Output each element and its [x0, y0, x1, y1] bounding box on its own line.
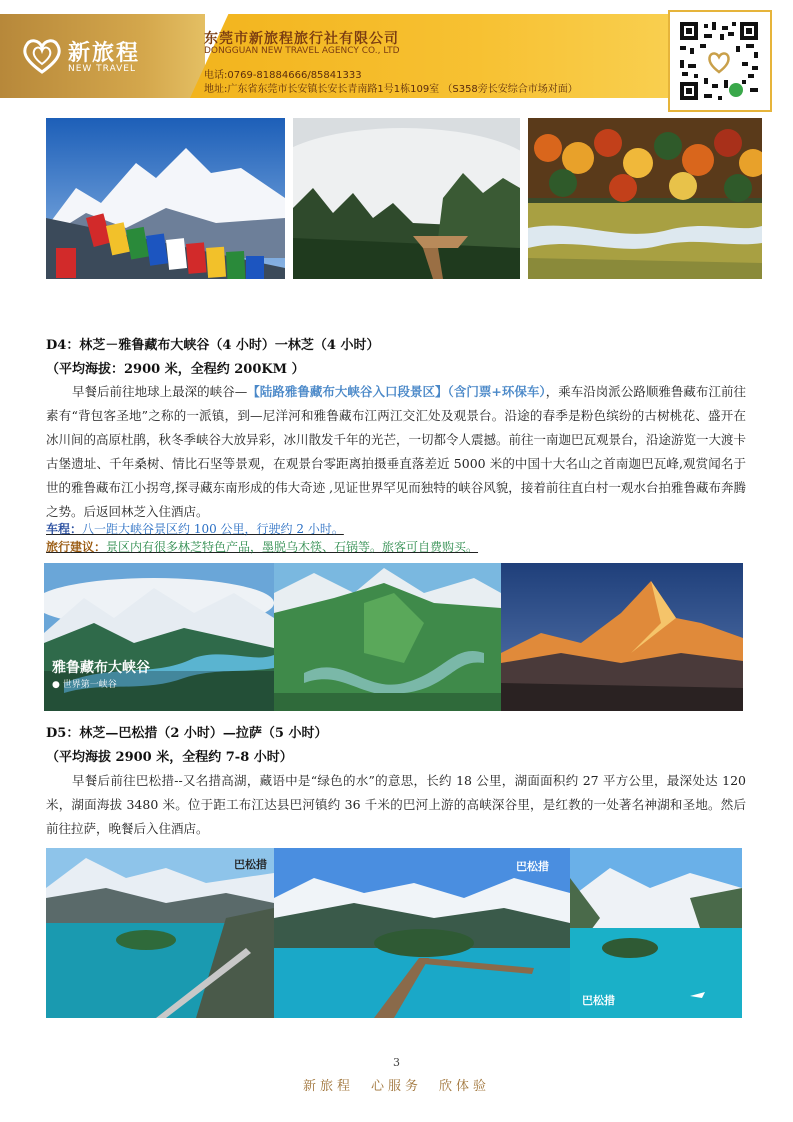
photo-basongcuo-boat: [570, 848, 742, 1018]
day4-scenic-highlight: 【陆路雅鲁藏布大峡谷入口段景区】（含门票+环保车）: [247, 384, 546, 399]
day4-drive-note: 车程：八一距大峡谷景区约 100 公里，行驶约 2 小时。: [46, 522, 344, 536]
basongcuo-label-3: 巴松措: [582, 994, 615, 1007]
canyon-photo-title: 雅鲁藏布大峡谷: [52, 660, 150, 676]
photo-snow-mountain-prayer-flags: [46, 118, 285, 279]
company-phone: 电话:0769-81884666/85841333: [204, 70, 362, 81]
photo-autumn-forest-river: [528, 118, 762, 279]
logo-subtext: NEW TRAVEL: [68, 64, 137, 74]
photo-namcha-barwa-sunset: [501, 563, 743, 711]
basongcuo-label-2: 巴松措: [516, 860, 549, 873]
company-name: 东莞市新旅程旅行社有限公司: [204, 31, 399, 47]
basongcuo-label-1: 巴松措: [234, 858, 267, 871]
photo-canyon-river-bend: [274, 563, 501, 711]
company-address: 地址:广东省东莞市长安镇长安长青南路1号1栋109室 （S358旁长安综合市场对面）: [204, 84, 578, 95]
photo-basongcuo-island-aerial: [46, 848, 274, 1018]
logo-text: 新旅程: [68, 41, 141, 66]
day4-travel-tip: 旅行建议：景区内有很多林芝特色产品，墨脱乌木筷、石锅等。旅客可自费购买。: [46, 540, 479, 554]
canyon-photo-subtitle: ● 世界第一峡谷: [52, 680, 117, 690]
day5-description: 早餐后前往巴松措--又名措高湖，藏语中是“绿色的水”的意思，长约 18 公里，湖面面积约 27 平方公里，最深处达 120 米，湖面海拔 3480 米。位于距工布江达县巴河镇约 36 千米的巴河上游的高峡深谷里，是红教的一处著名神湖和圣地。然后前往拉萨，晚餐后入住酒店。: [46, 773, 746, 836]
day4-description: 早餐后前往地球上最深的峡谷—【陆路雅鲁藏布大峡谷入口段景区】（含门票+环保车），乘车沿岗派公路顺雅鲁藏布江前往素有“背包客圣地”之称的一派镇，到—尼洋河和雅鲁藏布江两江交汇处及观景台。沿途的春季是粉色缤纷的古树桃花、盛开在冰川间的高原杜鹃，秋冬季峡谷大放异彩，冰川散发千年的光芒，一切都令人震撼。前往一南迦巴瓦观景台，沿途游览一大渡卡古堡遗址、千年桑树、情比石坚等景观，在观景台零距离拍摄垂直落差近 5000 米的中国十大名山之首南迦巴瓦峰,观赏闻名于世的雅鲁藏布江小拐弯,探寻藏东南形成的伟大奇迹 ,见证世界罕见而独特的峡谷风貌，接着前往直白村一观水台拍雅鲁藏布奔腾之势。后返回林芝入住酒店。: [46, 384, 747, 519]
photo-basongcuo-bridge: [274, 848, 570, 1018]
day5-title: D5：林芝—巴松措（2 小时）—拉萨（5 小时）: [46, 726, 328, 741]
page-number: 3: [393, 1056, 400, 1069]
day4-title: D4：林芝－雅鲁藏布大峡谷（4 小时）一林芝（4 小时）: [46, 338, 380, 353]
heart-logo-icon: [22, 38, 62, 74]
footer-slogan: 新旅程 心服务 欣体验: [302, 1079, 490, 1094]
page-header: [0, 0, 793, 112]
qr-code-icon: [676, 18, 762, 104]
company-name-en: DONGGUAN NEW TRAVEL AGENCY CO., LTD: [204, 46, 400, 56]
photo-cloud-forest-viewing-deck: [293, 118, 520, 279]
day4-subtitle: （平均海拔：2900 米，全程约 200KM ）: [46, 362, 305, 377]
photo-yarlung-canyon-banner: [44, 563, 274, 711]
day5-subtitle: （平均海拔 2900 米，全程约 7-8 小时）: [46, 750, 293, 765]
